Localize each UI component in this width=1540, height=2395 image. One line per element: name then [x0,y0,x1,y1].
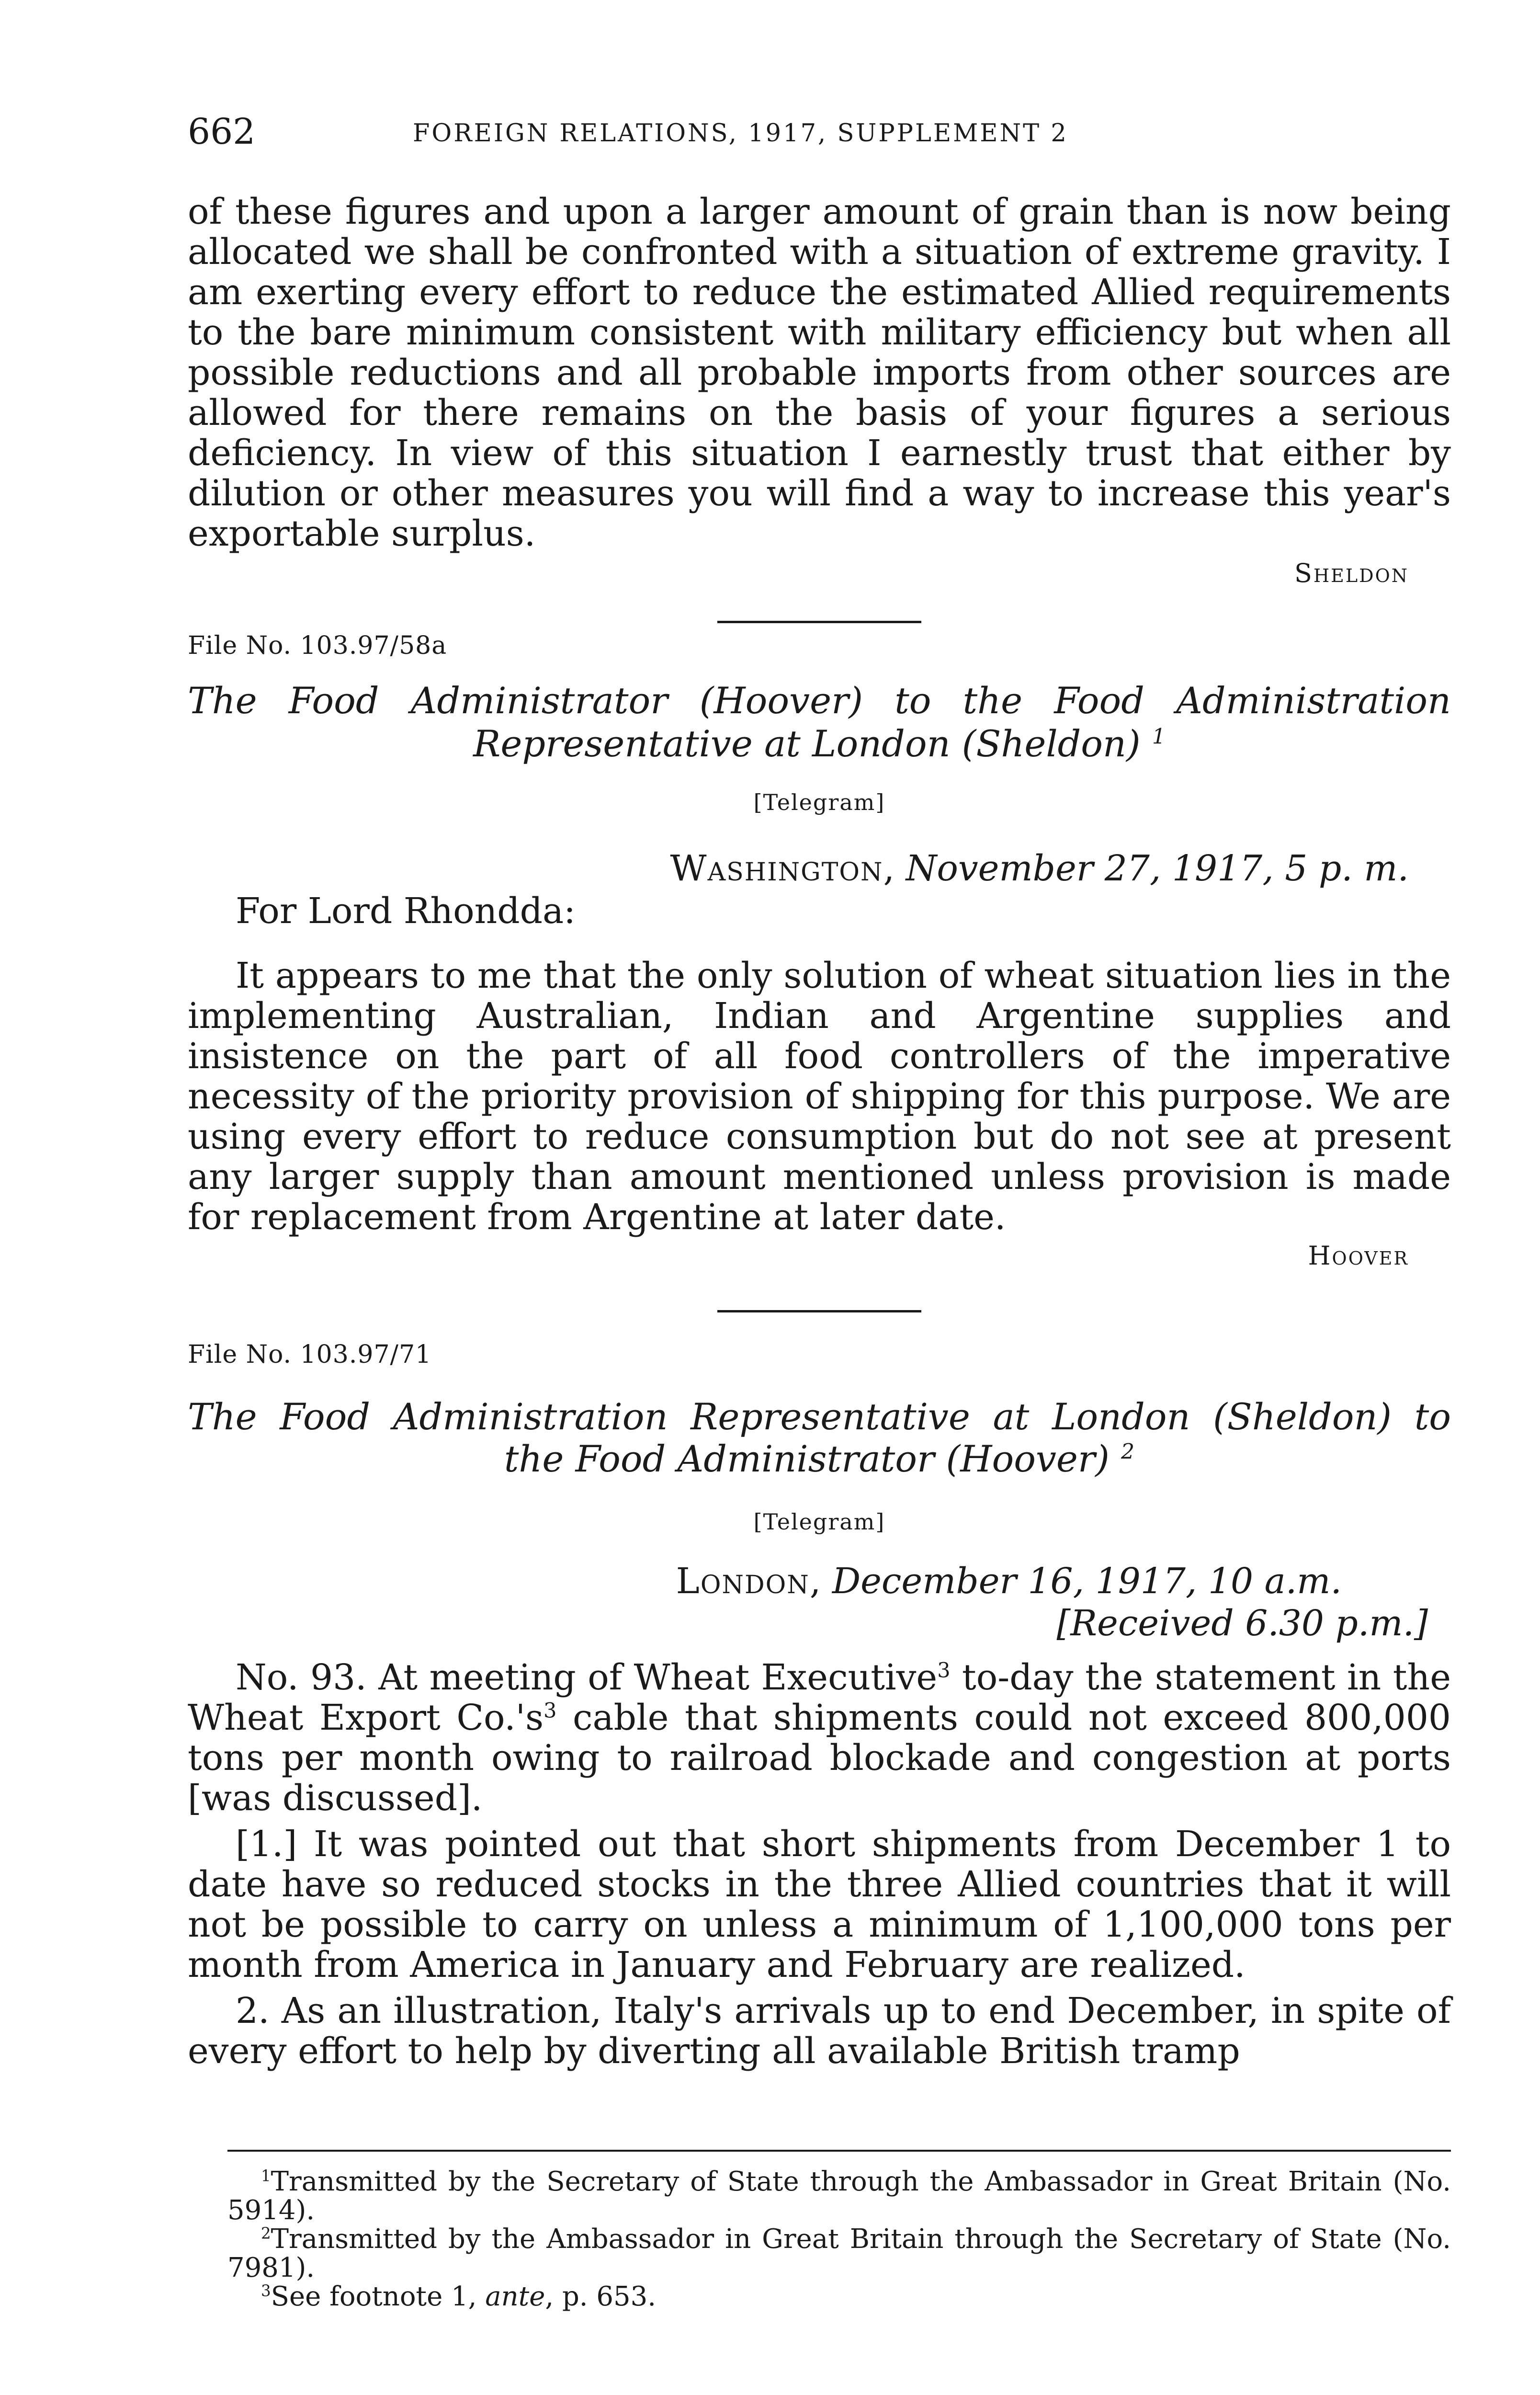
paragraph-no-93: No. 93. At meeting of Wheat Executive$^3$ to-day the statement in the Wheat Export $Co.'s^3$ cable that shipments could not exceed 800,000 tons per month owing to railroad blockade and congestion at ports [was discussed]. [188,1657,1451,1819]
received-note: [Received 6.30 p.m.] [1056,1603,1428,1644]
footnote-ref: 2 [1121,1439,1135,1464]
paragraph-1: [1.] It was pointed out that short shipments from December 1 to date have so reduced stocks in the three Allied countries that it will not be possible to carry on unless a minimum of 1,100,000 tons per month from America in January and February are realized. [188,1824,1451,1985]
file-number: File No. 103.97/58a [188,631,447,660]
dateline: London, December 16, 1917, 10 a.m. [676,1561,1342,1602]
footnote-2: $^2$Transmitted by the Ambassador in Great Britain through the Secretary of State (No. 7981). [227,2224,1451,2283]
dateline-date: November 27, 1917, 5 p. m. [906,848,1409,889]
dateline: Washington, November 27, 1917, 5 p. m. [670,848,1409,889]
telegram-body: It appears to me that the only solution of wheat situation lies in the implementing Australian, Indian and Argentine supplies and insistence on the part of all food controllers of the imperative necessity of the priority provision of shipping for this purpose. We are using every effort to reduce consumption but do not see at present any larger supply than amount mentioned unless provision is made for replacement from Argentine at later date. [188,955,1451,1238]
footnote-ref: 1 [1152,724,1166,749]
document-title-line-1: The Food Administrator (Hoover) to the Food Administration [188,679,1451,722]
telegram-body [188,1657,1451,2071]
footnote-3: $^3$See footnote 1, ante, p. 653. [261,2281,657,2312]
footnote-1: $^1$Transmitted by the Secretary of State through the Ambassador in Great Britain (No. 5914). [227,2166,1451,2226]
page-header [188,108,1457,160]
salutation: For Lord Rhondda: [236,890,576,932]
signature-sheldon: Sheldon [1294,558,1409,588]
section-divider [717,621,921,623]
section-divider [717,1310,921,1312]
paragraph-2: 2. As an illustration, Italy's arrivals up to end December, in spite of every effort to help by diverting all available British tramp [188,1990,1451,2072]
page-number: 662 [188,111,256,152]
telegram-label: [Telegram] [753,1509,885,1535]
dateline-date: December 16, 1917, 10 a.m. [832,1561,1342,1602]
document-title-line-2: the Food Administrator (Hoover) $^2$ [504,1437,1135,1480]
file-number: File No. 103.97/71 [188,1340,432,1369]
dateline-place: London [676,1561,810,1602]
signature-hoover: Hoover [1308,1241,1409,1271]
footnote-divider [227,2150,1451,2152]
continuation-paragraph: of these figures and upon a larger amount of grain than is now being allocated we shall be confronted with a situation of extreme gravity. I am exerting every effort to reduce the estimated Allied requirements to the bare minimum consistent with military efficiency but when all possible reductions and all probable imports from other sources are allowed for there remains on the basis of your figures a serious deficiency. In view of this situation I earnestly trust that either by dilution or other measures you will find a way to increase this year's exportable surplus. [188,191,1451,554]
footnotes [227,2167,1451,2311]
running-head: FOREIGN RELATIONS, 1917, SUPPLEMENT 2 [413,119,1068,148]
document-title-line-2: Representative at London (Sheldon) $^1$ [473,722,1166,765]
dateline-place: Washington [670,848,883,889]
telegram-label: [Telegram] [753,789,885,815]
document-title-line-1: The Food Administration Representative at London (Sheldon) to [188,1395,1451,1438]
